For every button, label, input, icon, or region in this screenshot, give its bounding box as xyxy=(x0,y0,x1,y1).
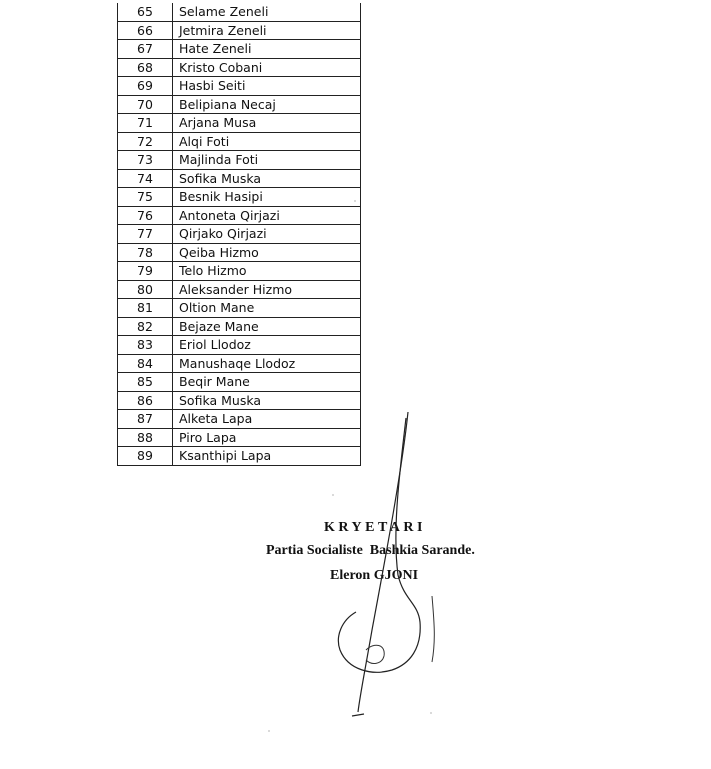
member-name: Hate Zeneli xyxy=(173,40,361,59)
row-number: 89 xyxy=(118,447,173,466)
row-number: 69 xyxy=(118,77,173,96)
row-number: 70 xyxy=(118,95,173,114)
member-name: Telo Hizmo xyxy=(173,262,361,281)
member-name: Alqi Foti xyxy=(173,132,361,151)
row-number: 71 xyxy=(118,114,173,133)
member-name: Belipiana Necaj xyxy=(173,95,361,114)
member-name: Piro Lapa xyxy=(173,428,361,447)
row-number: 65 xyxy=(118,3,173,21)
row-number: 87 xyxy=(118,410,173,429)
signature-stroke-crossbar xyxy=(352,714,364,716)
scan-speck xyxy=(332,494,334,496)
signature-stroke-loop xyxy=(338,418,420,672)
member-name: Besnik Hasipi xyxy=(173,188,361,207)
member-name: Sofika Muska xyxy=(173,391,361,410)
member-name: Jetmira Zeneli xyxy=(173,21,361,40)
row-number: 85 xyxy=(118,373,173,392)
signatory-name: Eleron GJONI xyxy=(330,568,419,583)
member-name: Alketa Lapa xyxy=(173,410,361,429)
member-name: Kristo Cobani xyxy=(173,58,361,77)
row-number: 68 xyxy=(118,58,173,77)
row-number: 79 xyxy=(118,262,173,281)
row-number: 67 xyxy=(118,40,173,59)
row-number: 73 xyxy=(118,151,173,170)
scan-speck xyxy=(268,730,270,732)
member-name: Qeiba Hizmo xyxy=(173,243,361,262)
member-name: Beqir Mane xyxy=(173,373,361,392)
member-name: Bejaze Mane xyxy=(173,317,361,336)
member-name: Hasbi Seiti xyxy=(173,77,361,96)
row-number: 75 xyxy=(118,188,173,207)
member-name: Eriol Llodoz xyxy=(173,336,361,355)
member-name: Arjana Musa xyxy=(173,114,361,133)
member-name: Manushaqe Llodoz xyxy=(173,354,361,373)
row-number: 88 xyxy=(118,428,173,447)
row-number: 81 xyxy=(118,299,173,318)
row-number: 78 xyxy=(118,243,173,262)
member-name: Qirjako Qirjazi xyxy=(173,225,361,244)
scan-speck xyxy=(430,712,432,714)
row-number: 72 xyxy=(118,132,173,151)
signature-stroke-main xyxy=(358,412,408,712)
row-number: 66 xyxy=(118,21,173,40)
member-name: Ksanthipi Lapa xyxy=(173,447,361,466)
member-name: Sofika Muska xyxy=(173,169,361,188)
signature-stroke-tick xyxy=(432,596,434,662)
member-name: Oltion Mane xyxy=(173,299,361,318)
row-number: 74 xyxy=(118,169,173,188)
row-number: 80 xyxy=(118,280,173,299)
member-name: Antoneta Qirjazi xyxy=(173,206,361,225)
row-number: 77 xyxy=(118,225,173,244)
row-number: 82 xyxy=(118,317,173,336)
signatory-title: KRYETARI xyxy=(324,520,426,535)
scan-speck xyxy=(354,200,356,202)
row-number: 76 xyxy=(118,206,173,225)
row-number: 84 xyxy=(118,354,173,373)
signature-stroke-inner xyxy=(366,645,384,663)
member-name: Aleksander Hizmo xyxy=(173,280,361,299)
row-number: 83 xyxy=(118,336,173,355)
member-name: Selame Zeneli xyxy=(173,3,361,21)
row-number: 86 xyxy=(118,391,173,410)
member-name: Majlinda Foti xyxy=(173,151,361,170)
party-line: Partia Socialiste Bashkia Sarande. xyxy=(266,543,475,558)
